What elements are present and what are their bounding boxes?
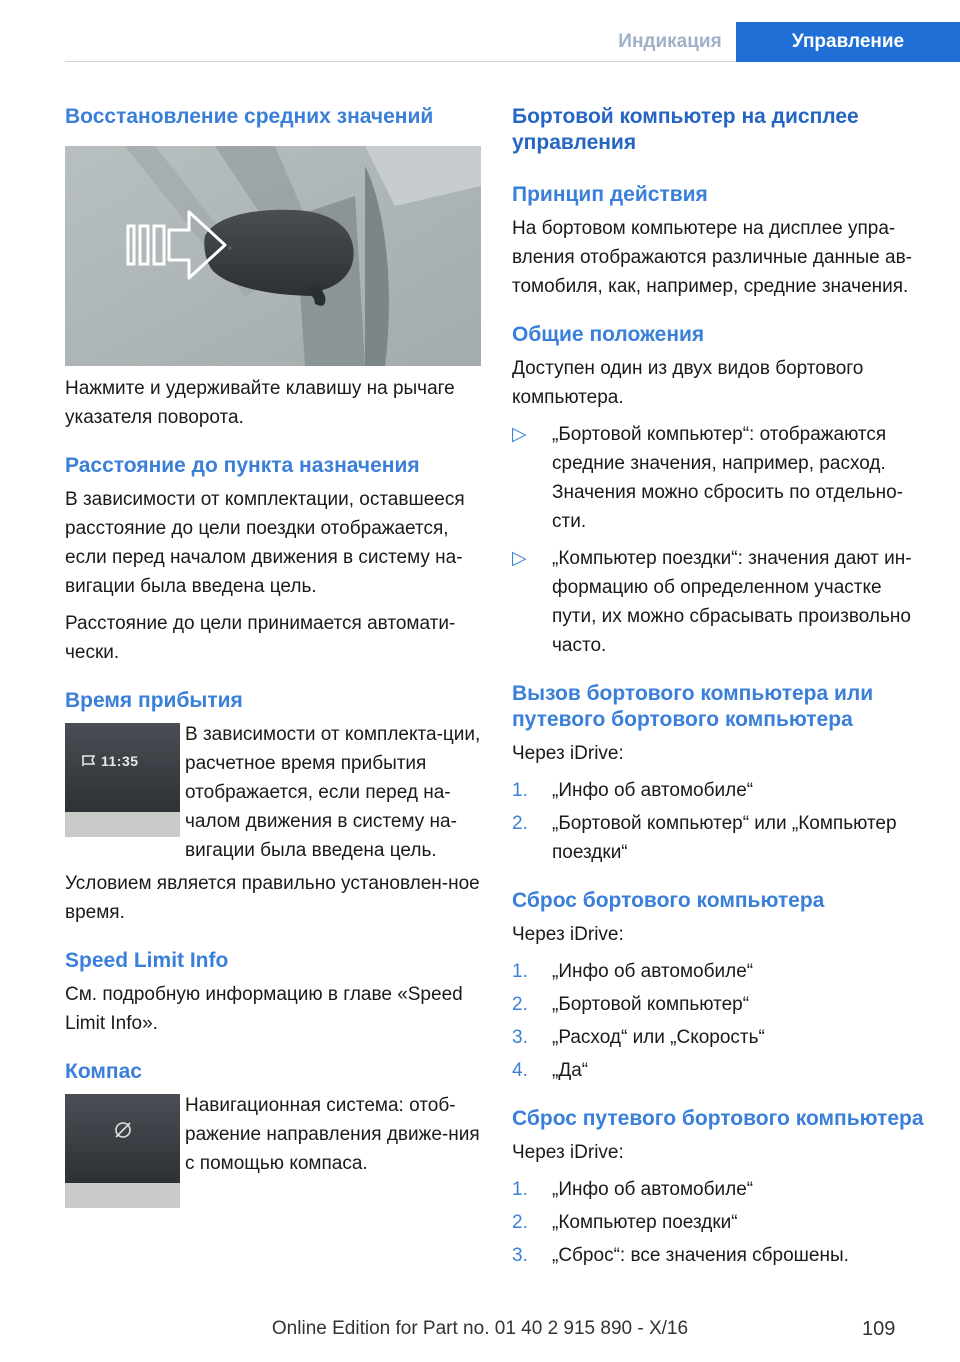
section-title-speed-limit-info: Speed Limit Info [65,949,229,972]
triangle-bullet-icon: ▷ [512,548,527,569]
section-title-reset-computer: Сброс бортового компьютера [512,889,825,912]
page-number: 109 [862,1318,896,1340]
reset-trip-steps [512,1175,927,1270]
section-title-principle: Принцип действия [512,183,708,206]
lever-caption: Нажмите и удерживайте клавишу на рычаге указателя поворота. [65,378,455,428]
header-divider [65,61,736,62]
list-item: 1. „Инфо об автомобиле“ [512,780,754,801]
page-header [0,0,960,62]
section-title-compass: Компас [65,1060,142,1083]
reset-computer-steps [512,957,927,1085]
header-tab-indication[interactable]: Индикация [618,31,722,52]
list-item: ▷ „Бортовой компьютер“: отображаются средние значения, например, расход. Значения можно сбросить по отдельно-сти. [512,420,927,536]
arrival-paragraph-2: Условием является правильно установлен-ное время. [65,873,480,923]
list-item: 2. „Бортовой компьютер“ или „Компьютер поездки“ [512,813,897,863]
distance-paragraph-1: В зависимости от комплектации, оставшееся расстояние до цели поездки отображается, если перед началом движения в систему на-вигации была введена цель. [65,489,465,597]
lever-drawing [65,146,481,366]
list-item: 2. „Компьютер поездки“ [512,1212,738,1233]
footer-edition: Online Edition for Part no. 01 40 2 915 890 - X/16 [271,1318,689,1339]
arrival-time-display-image [65,723,180,837]
section-title-distance: Расстояние до пункта назначения [65,454,420,477]
general-paragraph: Доступен один из двух видов бортового компьютера. [512,358,864,408]
reset-computer-intro: Через iDrive: [512,924,624,945]
list-item: ▷ „Компьютер поездки“: значения дают ин-формацию об определенном участке пути, их можно сбрасывать произвольно часто. [512,544,927,660]
turn-signal-lever-illustration [65,146,481,366]
list-item: 1. „Инфо об автомобиле“ [512,961,754,982]
header-tab-controls[interactable]: Управление [736,22,960,62]
section-title-general: Общие положения [512,323,705,346]
open-computer-intro: Через iDrive: [512,743,624,764]
section-title-reset-trip-computer: Сброс путевого бортового компьютера [512,1107,924,1130]
principle-paragraph: На бортовом компьютере на дисплее упра-вления отображаются различные данные ав-томобиля, как, например, средние значения. [512,218,913,297]
list-item: 3. „Расход“ или „Скорость“ [512,1027,765,1048]
list-item: 4. „Да“ [512,1060,589,1081]
left-column [65,100,481,1218]
compass-off-icon [113,1120,133,1140]
reset-trip-intro: Через iDrive: [512,1142,624,1163]
compass-screen [65,1094,180,1183]
right-column [512,100,927,1270]
triangle-bullet-icon: ▷ [512,424,527,445]
section-title-arrival-time: Время прибытия [65,689,243,712]
arrival-time-value: 11:35 [101,753,139,769]
speed-limit-paragraph: См. подробную информацию в главе «Speed Limit Info». [65,984,463,1034]
distance-paragraph-2: Расстояние до цели принимается автомати-чески. [65,613,456,663]
section-title-open-computer: Вызов бортового компьютера или путевого бортового компьютера [512,682,874,731]
compass-display-image [65,1094,180,1208]
arrival-time-screen [65,723,180,812]
flag-icon [82,755,96,767]
list-item: 3. „Сброс“: все значения сброшены. [512,1245,849,1266]
compass-paragraph: Навигационная система: отоб-ражение направления движе-ния с помощью компаса. [185,1095,480,1174]
arrival-paragraph-1: В зависимости от комплекта-ции, расчетное время прибытия отображается, если перед на-чалом движения в систему на-вигации была введена цель. [185,724,481,861]
open-computer-steps [512,776,927,867]
section-title-onboard-computer: Бортовой компьютер на дисплее управления [512,105,859,154]
list-item: 1. „Инфо об автомобиле“ [512,1179,754,1200]
list-item: 2. „Бортовой компьютер“ [512,994,750,1015]
section-title-reset-averages: Восстановление средних значений [65,105,434,128]
computer-types-list [512,420,927,660]
